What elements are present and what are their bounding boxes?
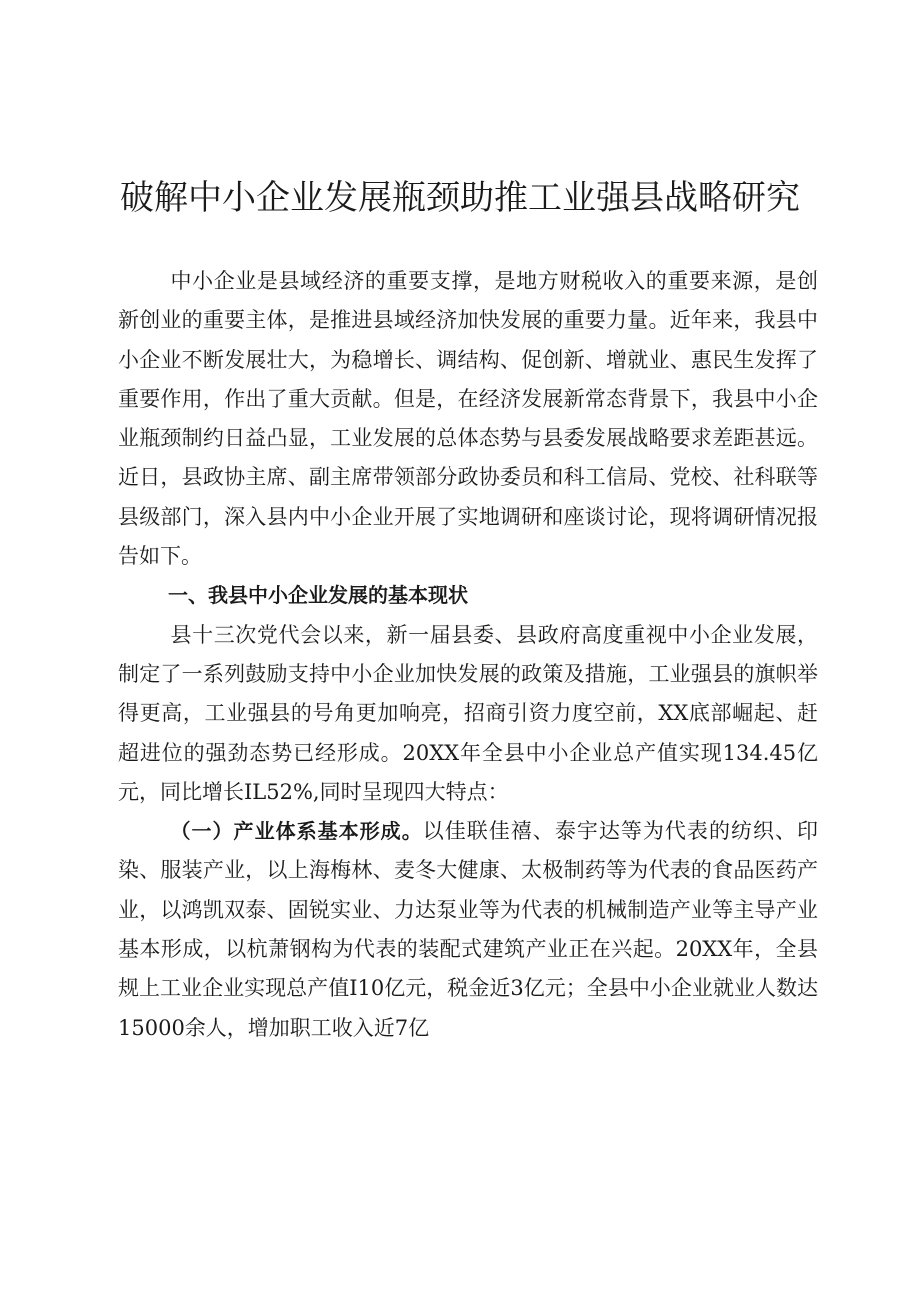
section-heading: 一、我县中小企业发展的基本现状 — [168, 583, 468, 608]
subsection-paragraph — [118, 812, 818, 1048]
document-body — [118, 262, 818, 1048]
section-paragraph: 县十三次党代会以来，新一届县委、县政府高度重视中小企业发展，制定了一系列鼓励支持中小企业加快发展的政策及措施，工业强县的旗帜举得更高，工业强县的号角更加响亮，招商引资力度空前，XX底部崛起、赶超进位的强劲态势已经形成。20XX年全县中小企业总产值实现134.45亿元，同比增长IL52%,同时呈现四大特点： — [118, 622, 818, 804]
subsection-text: 以佳联佳禧、泰宇达等为代表的纺织、印染、服装产业，以上海梅林、麦冬大健康、太极制药等为代表的食品医药产业，以鸿凯双泰、固锐实业、力达泵业等为代表的机械制造产业等主导产业基本形成，以杭萧钢构为代表的装配式建筑产业正在兴起。20XX年，全县规上工业企业实现总产值I10亿元，税金近3亿元；全县中小企业就业人数达15000余人，增加职工收入近7亿 — [118, 819, 819, 1040]
intro-paragraph: 中小企业是县域经济的重要支撑，是地方财税收入的重要来源，是创新创业的重要主体，是推进县域经济加快发展的重要力量。近年来，我县中小企业不断发展壮大，为稳增长、调结构、促创新、增就业、惠民生发挥了重要作用，作出了重大贡献。但是，在经济发展新常态背景下，我县中小企业瓶颈制约日益凸显，工业发展的总体态势与县委发展战略要求差距甚远。近日，县政协主席、副主席带领部分政协委员和科工信局、党校、社科联等县级部门，深入县内中小企业开展了实地调研和座谈讨论，现将调研情况报告如下。 — [118, 269, 818, 569]
document-title: 破解中小企业发展瓶颈助推工业强县战略研究 — [120, 178, 800, 218]
subsection-lead: （一）产业体系基本形成。 — [170, 819, 423, 844]
